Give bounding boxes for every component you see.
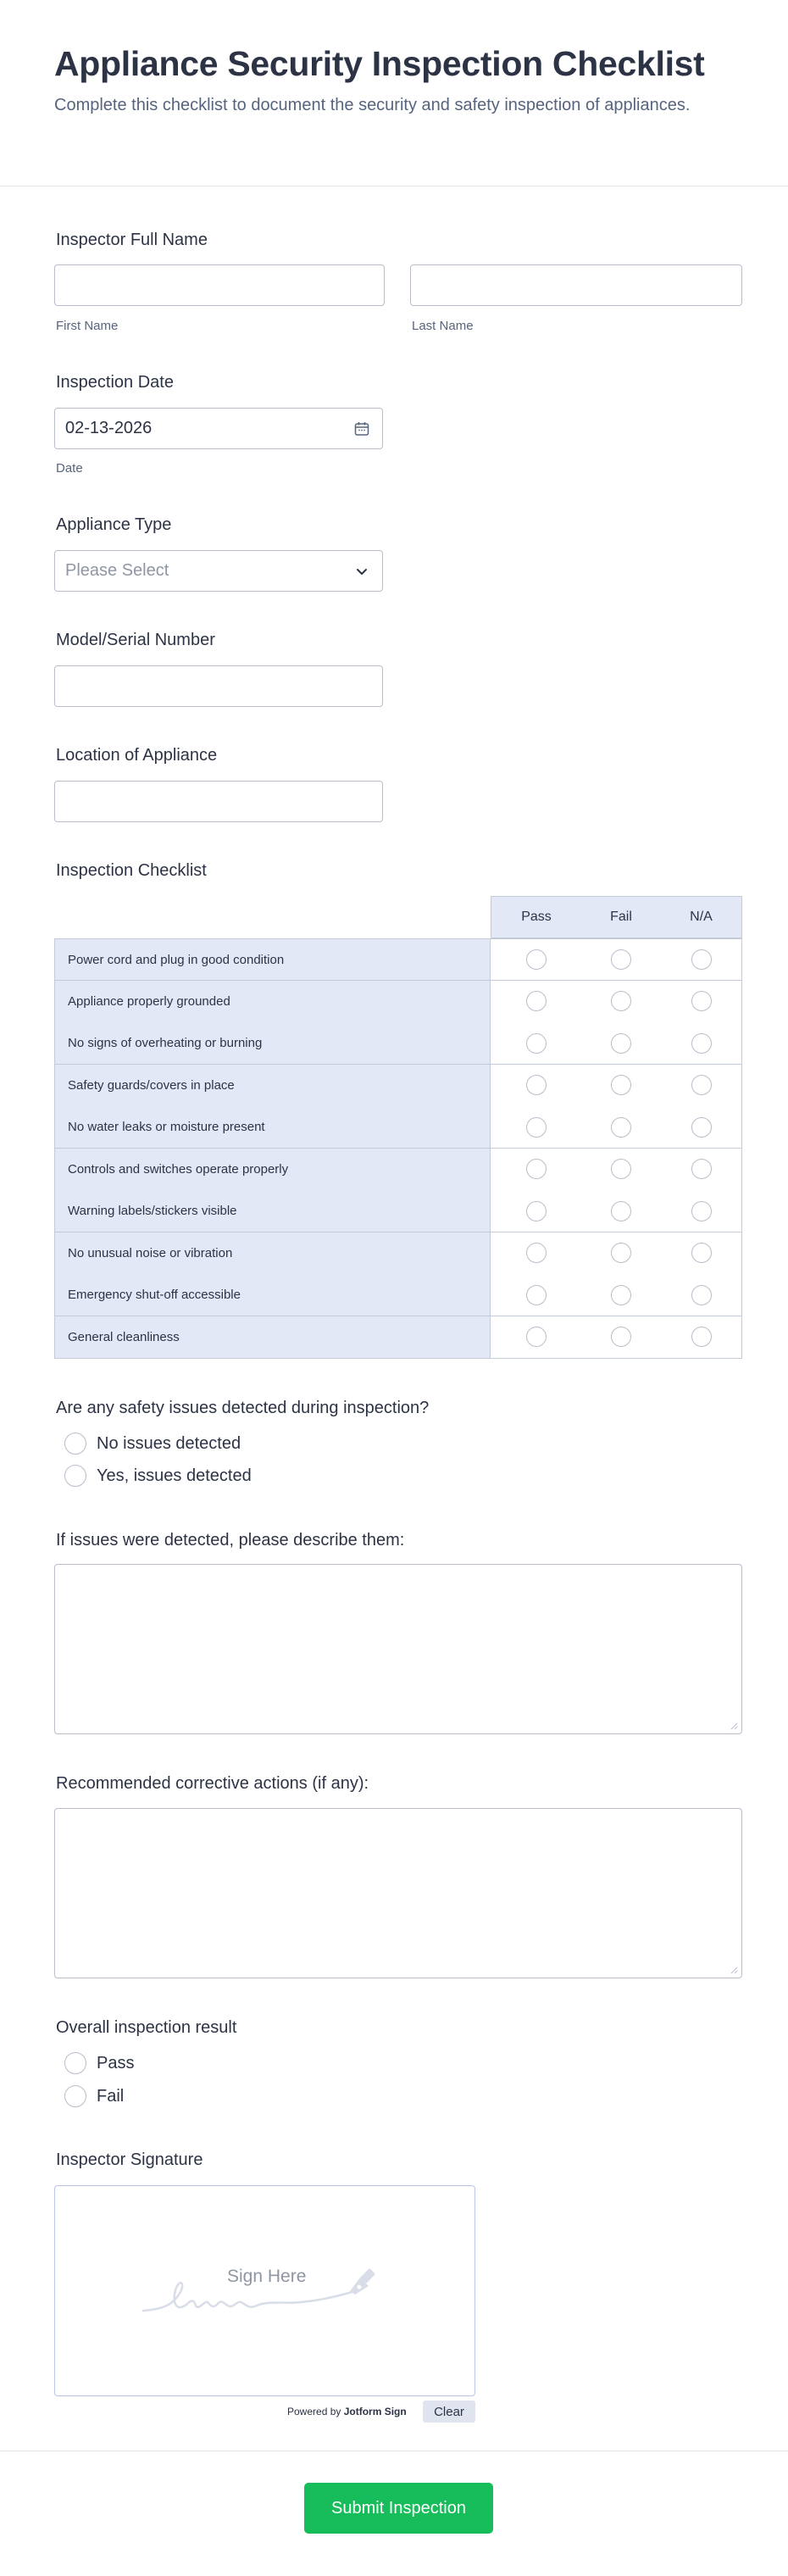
checklist-row-label: Appliance properly grounded	[54, 981, 491, 1023]
checklist-cell-na[interactable]	[661, 1190, 742, 1232]
checklist-cell-fail[interactable]	[581, 1149, 662, 1191]
safety-option-yes-label: Yes, issues detected	[97, 1466, 252, 1485]
checklist-row	[54, 1149, 742, 1191]
checklist-row-label: Emergency shut-off accessible	[54, 1274, 491, 1316]
checklist-cell-na[interactable]	[661, 1022, 742, 1065]
radio-button[interactable]	[691, 1285, 712, 1305]
radio-button[interactable]	[64, 1433, 86, 1455]
signature-label: Inspector Signature	[56, 2150, 203, 2169]
appliance-type-placeholder: Please Select	[65, 561, 169, 580]
form-subtitle: Complete this checklist to document the security and safety inspection of appliances.	[54, 96, 691, 114]
radio-button[interactable]	[64, 2085, 86, 2107]
radio-button[interactable]	[611, 991, 631, 1011]
checklist-cell-pass[interactable]	[491, 1316, 582, 1359]
checklist-label: Inspection Checklist	[56, 861, 207, 880]
radio-button[interactable]	[691, 1243, 712, 1263]
issues-description-label: If issues were detected, please describe them:	[56, 1531, 405, 1549]
inspection-date-label: Inspection Date	[56, 373, 174, 392]
checklist-cell-na[interactable]	[661, 1232, 742, 1275]
model-serial-label: Model/Serial Number	[56, 631, 215, 649]
checklist-cell-pass[interactable]	[491, 938, 582, 981]
checklist-row-label: No water leaks or moisture present	[54, 1106, 491, 1149]
first-name-sublabel: First Name	[56, 319, 119, 333]
checklist-cell-na[interactable]	[661, 1065, 742, 1107]
inspection-date-sublabel: Date	[56, 461, 83, 476]
checklist-matrix	[54, 896, 742, 1358]
radio-button[interactable]	[526, 1033, 547, 1054]
issues-description-textarea[interactable]	[54, 1564, 742, 1734]
form-header	[0, 0, 788, 186]
checklist-cell-na[interactable]	[661, 981, 742, 1023]
corrective-actions-label: Recommended corrective actions (if any):	[56, 1774, 369, 1793]
safety-option-none-label: No issues detected	[97, 1433, 241, 1453]
radio-button[interactable]	[611, 1327, 631, 1347]
radio-button[interactable]	[526, 1117, 547, 1138]
checklist-row	[54, 1316, 742, 1359]
checklist-row	[54, 981, 742, 1023]
inspector-name-label: Inspector Full Name	[56, 231, 208, 249]
checklist-row-label: Warning labels/stickers visible	[54, 1190, 491, 1232]
overall-option-fail-label: Fail	[97, 2086, 125, 2106]
checklist-row	[54, 1190, 742, 1232]
checklist-cell-na[interactable]	[661, 938, 742, 981]
location-input[interactable]	[54, 781, 383, 822]
radio-button[interactable]	[611, 1243, 631, 1263]
checklist-row-label: No unusual noise or vibration	[54, 1232, 491, 1275]
checklist-cell-na[interactable]	[661, 1106, 742, 1149]
checklist-row-label: Safety guards/covers in place	[54, 1065, 491, 1107]
resize-handle-icon[interactable]	[730, 1722, 738, 1730]
calendar-icon[interactable]	[353, 420, 370, 437]
resize-handle-icon[interactable]	[730, 1966, 738, 1974]
checklist-cell-fail[interactable]	[581, 981, 662, 1023]
safety-option-none[interactable]	[54, 1433, 241, 1455]
radio-button[interactable]	[611, 1075, 631, 1095]
appliance-type-select[interactable]	[54, 550, 383, 592]
powered-by	[287, 2406, 407, 2417]
radio-button[interactable]	[526, 1285, 547, 1305]
powered-prefix: Powered by	[287, 2406, 341, 2417]
radio-button[interactable]	[526, 949, 547, 970]
radio-button[interactable]	[611, 1285, 631, 1305]
location-label: Location of Appliance	[56, 746, 218, 765]
checklist-row	[54, 1274, 742, 1316]
column-header-na: N/A	[661, 896, 742, 938]
checklist-cell-pass[interactable]	[491, 1065, 582, 1107]
form-footer	[0, 2451, 788, 2576]
checklist-cell-pass[interactable]	[491, 1022, 582, 1065]
checklist-cell-fail[interactable]	[581, 1316, 662, 1359]
checklist-cell-pass[interactable]	[491, 1232, 582, 1275]
last-name-sublabel: Last Name	[412, 319, 474, 333]
signature-pad[interactable]	[54, 2185, 475, 2396]
radio-button[interactable]	[526, 1159, 547, 1179]
chevron-down-icon	[353, 563, 370, 580]
radio-button[interactable]	[526, 991, 547, 1011]
safety-issues-label: Are any safety issues detected during inspection?	[56, 1399, 430, 1417]
checklist-row-label: No signs of overheating or burning	[54, 1022, 491, 1065]
checklist-cell-fail[interactable]	[581, 1106, 662, 1149]
radio-button[interactable]	[691, 1201, 712, 1221]
checklist-cell-pass[interactable]	[491, 1274, 582, 1316]
checklist-row	[54, 1106, 742, 1149]
column-header-pass: Pass	[491, 896, 582, 938]
submit-button[interactable]: Submit Inspection	[304, 2483, 493, 2534]
inspection-date-value: 02-13-2026	[65, 419, 153, 437]
form-title: Appliance Security Inspection Checklist	[54, 44, 705, 83]
checklist-row	[54, 1065, 742, 1107]
checklist-cell-fail[interactable]	[581, 1274, 662, 1316]
radio-button[interactable]	[611, 1033, 631, 1054]
checklist-row	[54, 1232, 742, 1275]
radio-button[interactable]	[691, 991, 712, 1011]
radio-button[interactable]	[691, 949, 712, 970]
overall-option-fail[interactable]	[54, 2085, 124, 2107]
last-name-input[interactable]	[410, 264, 742, 306]
checklist-row	[54, 938, 742, 981]
clear-signature-button[interactable]: Clear	[423, 2401, 475, 2423]
checklist-cell-fail[interactable]	[581, 1232, 662, 1275]
checklist-cell-na[interactable]	[661, 1316, 742, 1359]
radio-button[interactable]	[526, 1243, 547, 1263]
checklist-cell-fail[interactable]	[581, 1065, 662, 1107]
appliance-type-label: Appliance Type	[56, 515, 172, 534]
checklist-cell-pass[interactable]	[491, 1106, 582, 1149]
checklist-row-label: General cleanliness	[54, 1316, 491, 1359]
checklist-cell-na[interactable]	[661, 1149, 742, 1191]
safety-option-yes[interactable]	[54, 1465, 252, 1487]
radio-button[interactable]	[611, 1159, 631, 1179]
first-name-input[interactable]	[54, 264, 385, 306]
column-header-fail: Fail	[581, 896, 662, 938]
radio-button[interactable]	[526, 1075, 547, 1095]
inspection-date-input[interactable]	[54, 408, 383, 449]
overall-option-pass-label: Pass	[97, 2053, 135, 2072]
radio-button[interactable]	[691, 1117, 712, 1138]
checklist-cell-pass[interactable]	[491, 1190, 582, 1232]
checklist-cell-pass[interactable]	[491, 1149, 582, 1191]
overall-result-label: Overall inspection result	[56, 2018, 237, 2037]
radio-button[interactable]	[526, 1201, 547, 1221]
pen-nib-icon	[343, 2262, 382, 2301]
model-serial-input[interactable]	[54, 665, 383, 707]
radio-button[interactable]	[691, 1327, 712, 1347]
checklist-cell-pass[interactable]	[491, 981, 582, 1023]
powered-brand: Jotform Sign	[343, 2406, 407, 2417]
checklist-cell-na[interactable]	[661, 1274, 742, 1316]
checklist-cell-fail[interactable]	[581, 938, 662, 981]
radio-button[interactable]	[691, 1159, 712, 1179]
corrective-actions-textarea[interactable]	[54, 1808, 742, 1978]
radio-button[interactable]	[611, 949, 631, 970]
overall-option-pass[interactable]	[54, 2052, 134, 2074]
signature-placeholder: Sign Here	[227, 2267, 307, 2286]
checklist-row-label: Controls and switches operate properly	[54, 1149, 491, 1191]
radio-button[interactable]	[691, 1075, 712, 1095]
radio-button[interactable]	[611, 1201, 631, 1221]
radio-button[interactable]	[64, 2052, 86, 2074]
checklist-row	[54, 1022, 742, 1065]
radio-button[interactable]	[64, 1465, 86, 1487]
checklist-cell-fail[interactable]	[581, 1022, 662, 1065]
radio-button[interactable]	[611, 1117, 631, 1138]
checklist-cell-fail[interactable]	[581, 1190, 662, 1232]
radio-button[interactable]	[691, 1033, 712, 1054]
checklist-row-label: Power cord and plug in good condition	[54, 938, 491, 981]
radio-button[interactable]	[526, 1327, 547, 1347]
